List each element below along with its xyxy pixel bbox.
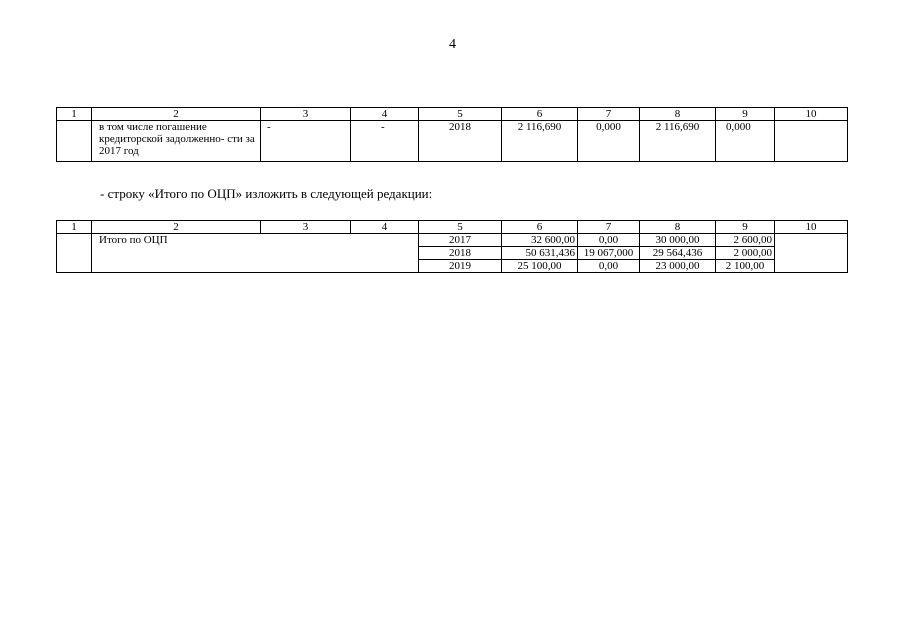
cell-col10 bbox=[775, 121, 848, 162]
col-header: 10 bbox=[775, 221, 848, 234]
col-header: 6 bbox=[502, 221, 578, 234]
table-row bbox=[57, 121, 848, 162]
cell-col9: 2 600,00 bbox=[716, 234, 775, 247]
cell-col8: 30 000,00 bbox=[640, 234, 716, 247]
table-header-row bbox=[57, 221, 848, 234]
cell-col7: 0,000 bbox=[578, 121, 640, 162]
col-header: 7 bbox=[578, 108, 640, 121]
col-header: 4 bbox=[351, 221, 419, 234]
cell-col9: 2 000,00 bbox=[716, 247, 775, 260]
col-header: 10 bbox=[775, 108, 848, 121]
col-header: 1 bbox=[57, 108, 92, 121]
col-header: 2 bbox=[92, 221, 261, 234]
cell-number bbox=[57, 121, 92, 162]
col-header: 2 bbox=[92, 108, 261, 121]
cell-number bbox=[57, 234, 92, 273]
col-header: 1 bbox=[57, 221, 92, 234]
table-header-row bbox=[57, 108, 848, 121]
cell-year: 2018 bbox=[419, 121, 502, 162]
col-header: 8 bbox=[640, 221, 716, 234]
cell-col8: 29 564,436 bbox=[640, 247, 716, 260]
cell-col7: 0,00 bbox=[578, 234, 640, 247]
page-number: 4 bbox=[449, 37, 456, 52]
cell-total-label: Итого по ОЦП bbox=[92, 234, 419, 273]
col-header: 5 bbox=[419, 221, 502, 234]
cell-col4: - bbox=[351, 121, 419, 162]
cell-col8: 2 116,690 bbox=[640, 121, 716, 162]
col-header: 9 bbox=[716, 108, 775, 121]
instruction-text: - строку «Итого по ОЦП» изложить в следующей редакции: bbox=[100, 186, 433, 201]
col-header: 3 bbox=[261, 108, 351, 121]
cell-col6: 50 631,436 bbox=[502, 247, 578, 260]
col-header: 5 bbox=[419, 108, 502, 121]
table-fragment-2 bbox=[56, 220, 848, 273]
col-header: 3 bbox=[261, 221, 351, 234]
cell-year: 2019 bbox=[419, 260, 502, 273]
cell-col7: 19 067,000 bbox=[578, 247, 640, 260]
cell-col3: - bbox=[261, 121, 351, 162]
col-header: 7 bbox=[578, 221, 640, 234]
cell-col9: 0,000 bbox=[716, 121, 775, 162]
cell-col8: 23 000,00 bbox=[640, 260, 716, 273]
cell-col7: 0,00 bbox=[578, 260, 640, 273]
table-row bbox=[57, 234, 848, 247]
cell-col10 bbox=[775, 234, 848, 273]
col-header: 4 bbox=[351, 108, 419, 121]
cell-description: в том числе погашение кредиторской задолженно- сти за 2017 год bbox=[92, 121, 261, 162]
cell-col6: 32 600,00 bbox=[502, 234, 578, 247]
cell-col6: 25 100,00 bbox=[502, 260, 578, 273]
col-header: 8 bbox=[640, 108, 716, 121]
table-fragment-1 bbox=[56, 107, 848, 162]
cell-year: 2018 bbox=[419, 247, 502, 260]
col-header: 9 bbox=[716, 221, 775, 234]
cell-year: 2017 bbox=[419, 234, 502, 247]
col-header: 6 bbox=[502, 108, 578, 121]
cell-col6: 2 116,690 bbox=[502, 121, 578, 162]
cell-col9: 2 100,00 bbox=[716, 260, 775, 273]
